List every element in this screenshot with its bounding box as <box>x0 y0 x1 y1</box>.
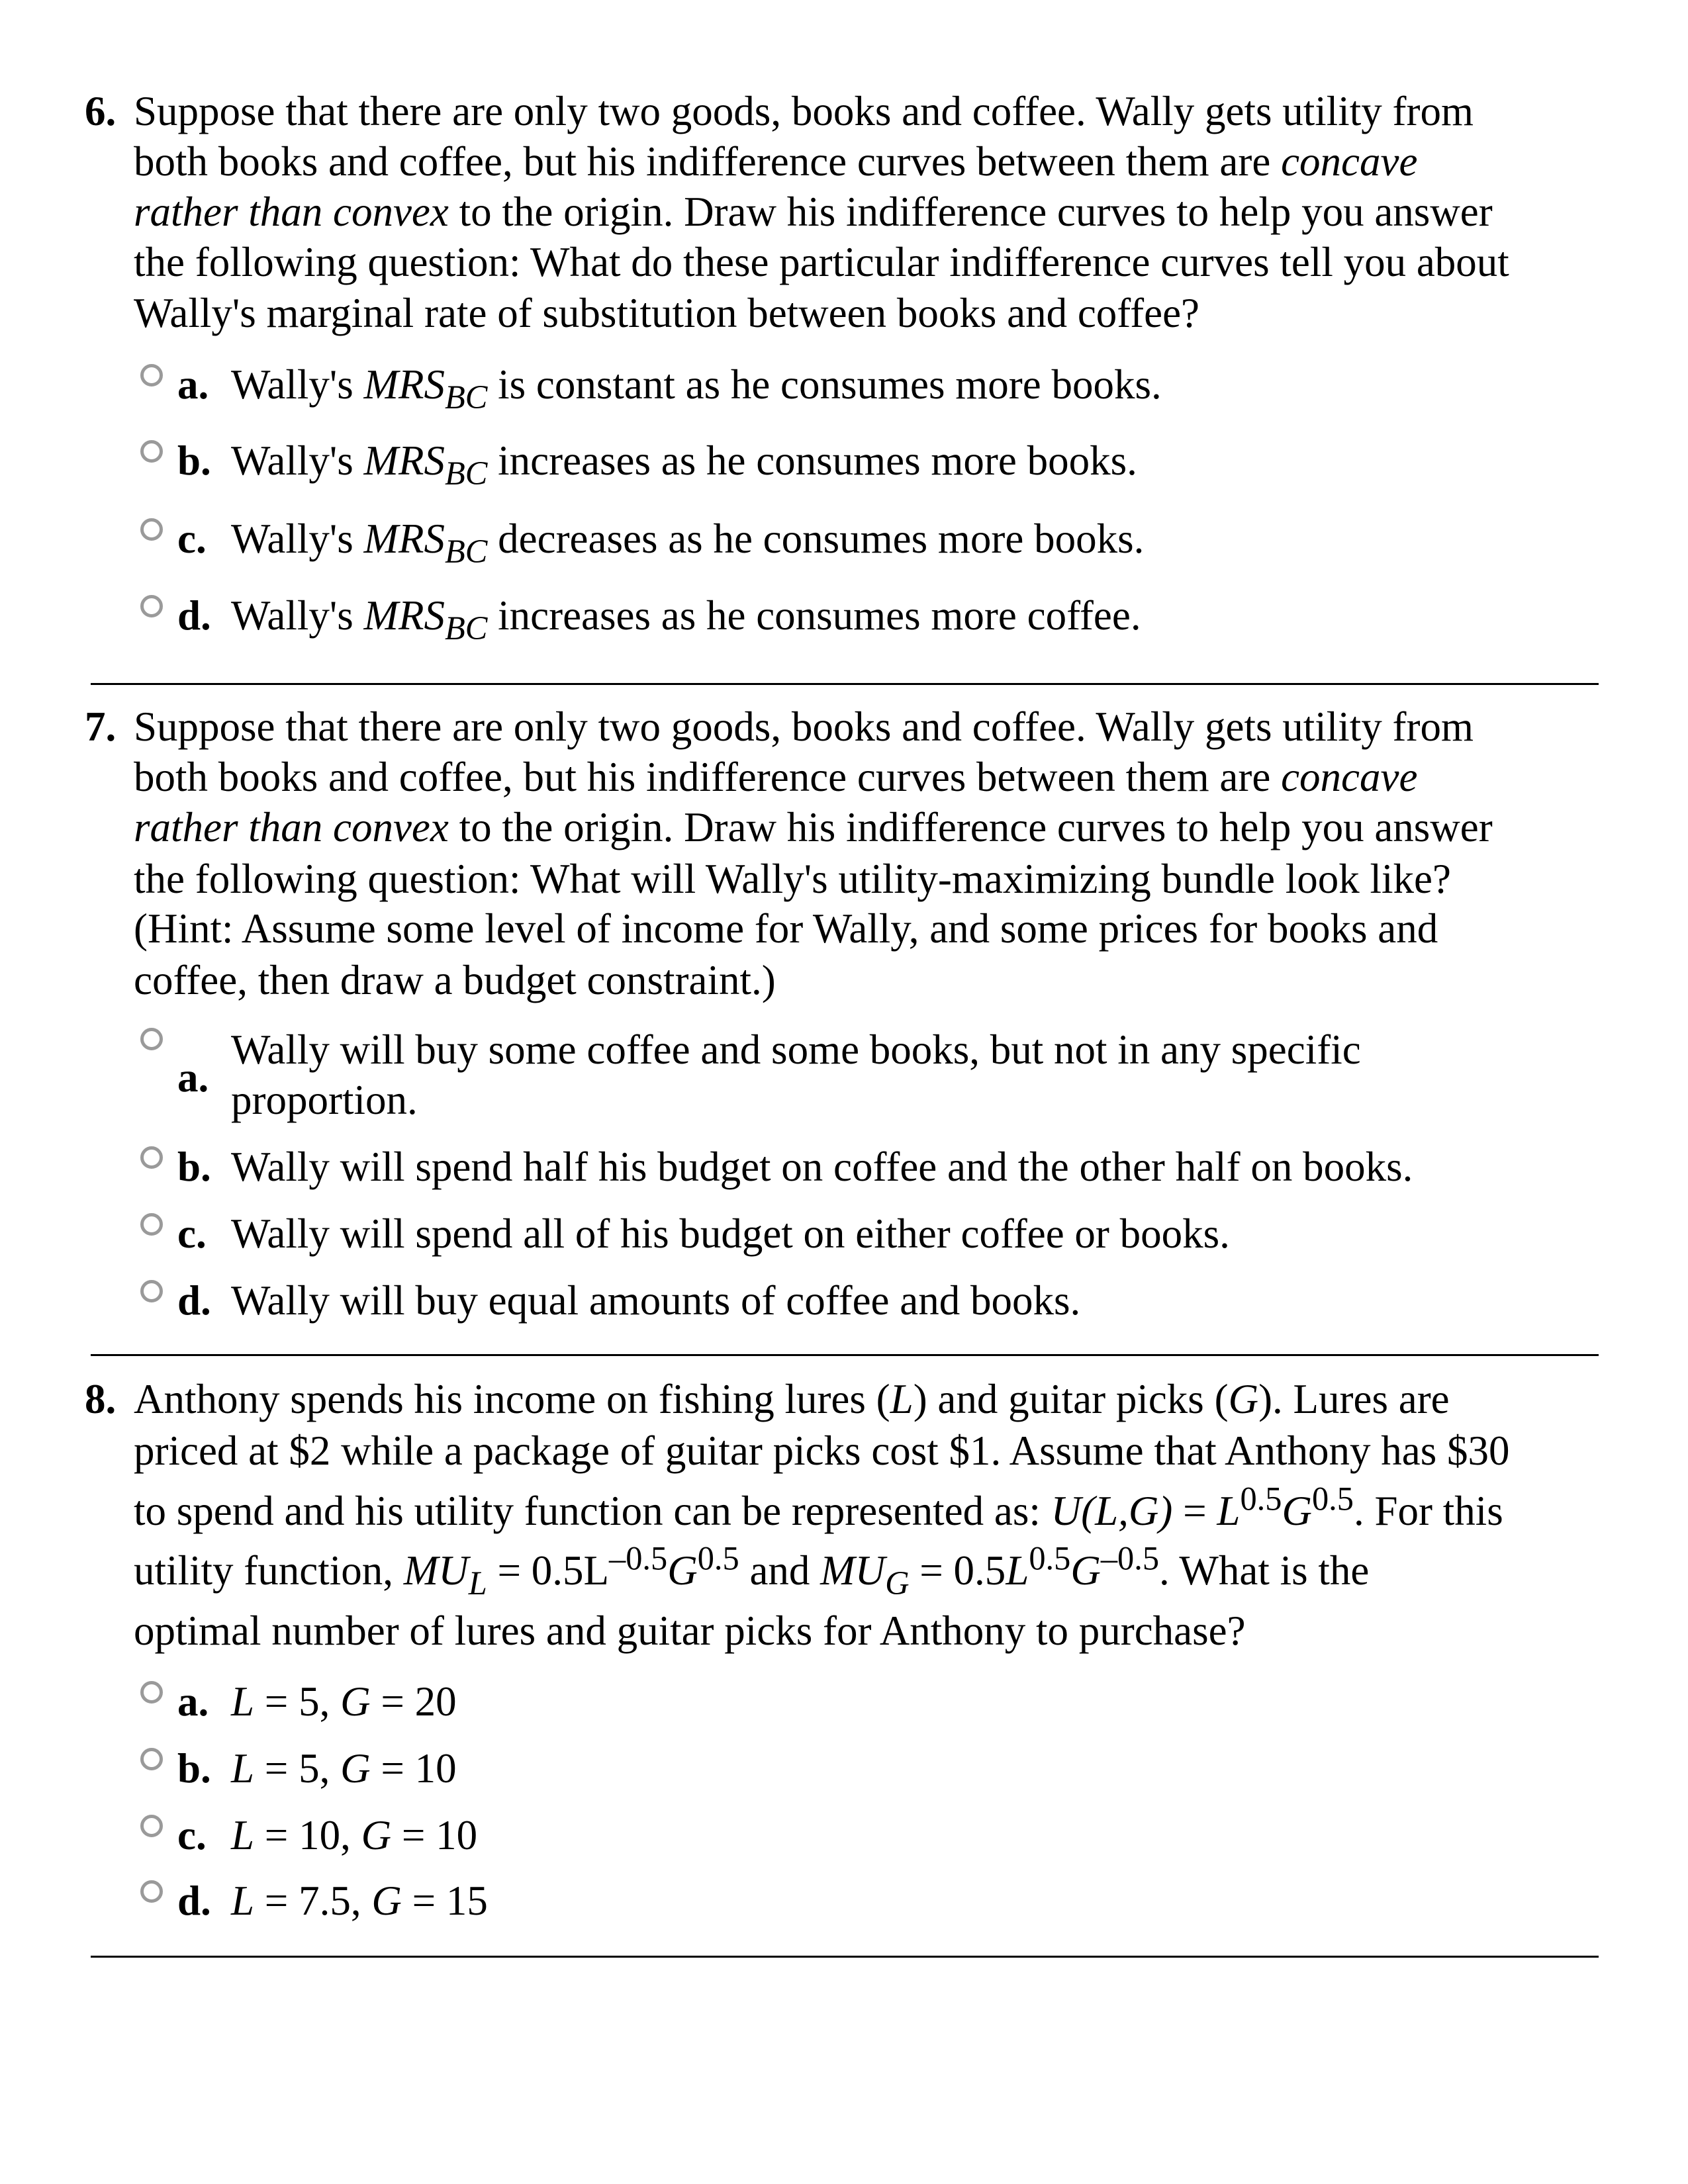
question-text-line <box>134 1539 1370 1602</box>
question-text-line <box>134 1480 1503 1537</box>
option-label: d. <box>177 592 211 639</box>
radio-button[interactable] <box>140 1681 163 1704</box>
text-segment: Wally's <box>231 516 364 562</box>
radio-button[interactable] <box>140 364 163 387</box>
text-segment: L <box>231 1878 255 1924</box>
question-text-line <box>134 702 1474 752</box>
text-segment: = 10, <box>254 1812 361 1858</box>
question-text-line <box>134 854 1451 905</box>
subscript <box>445 455 487 492</box>
option-label: d. <box>177 1878 211 1924</box>
text-segment: MRS <box>363 516 445 562</box>
text-segment: MRS <box>363 361 445 408</box>
text-segment: BC <box>444 610 488 647</box>
text-segment: MRS <box>363 592 445 639</box>
option-text <box>231 1743 457 1794</box>
text: the following question: What do these particular indifference curves tell you about <box>134 239 1509 285</box>
option-text <box>231 590 1141 647</box>
text-segment: 0.5 <box>1311 1480 1354 1518</box>
subscript <box>885 1565 909 1602</box>
text-segment: = 10 <box>391 1812 478 1858</box>
subscript <box>445 610 487 647</box>
text-segment: BC <box>444 379 488 416</box>
radio-button[interactable] <box>140 1280 163 1302</box>
text-segment: . What is the <box>1159 1547 1370 1594</box>
text-segment: Wally's <box>231 361 364 408</box>
option-text <box>231 435 1137 492</box>
question-text-line <box>134 802 1493 853</box>
question-number: 6. <box>85 88 117 134</box>
text-segment: . For this <box>1353 1488 1503 1534</box>
text-segment: MRS <box>363 437 445 484</box>
radio-button[interactable] <box>140 440 163 463</box>
text-segment: –0.5 <box>609 1539 668 1577</box>
radio-button[interactable] <box>140 1815 163 1837</box>
text-segment: L <box>1006 1547 1029 1594</box>
divider <box>91 1354 1599 1356</box>
text-segment: BC <box>444 455 488 492</box>
option-label: d. <box>177 1277 211 1324</box>
text-segment: L <box>231 1745 255 1792</box>
text-segment: Wally's <box>231 592 364 639</box>
text-segment: L <box>468 1565 487 1602</box>
text-segment: = 15 <box>401 1878 488 1924</box>
text-segment: decreases as he consumes more books. <box>487 516 1145 562</box>
option-text: Wally will buy some coffee and some books, but not in any specific <box>231 1026 1361 1073</box>
text-segment: coffee, then draw a budget constraint.) <box>134 957 776 1003</box>
text-segment: to the origin. Draw his indifference curves to help you answer <box>448 804 1493 850</box>
question-text-line <box>134 237 1509 288</box>
text: Wally's marginal rate of substitution between books and coffee? <box>134 290 1200 336</box>
text-segment: G <box>361 1812 392 1858</box>
text-segment: ). Lures are <box>1258 1376 1450 1422</box>
text-segment: Wally's <box>231 437 364 484</box>
option-label: b. <box>177 437 211 484</box>
option-label: c. <box>177 516 207 562</box>
text-segment: ) and guitar picks ( <box>913 1376 1229 1422</box>
radio-button[interactable] <box>140 1748 163 1770</box>
text-segment: = 5, <box>254 1745 341 1792</box>
text: both books and coffee, but his indifference curves between them are <box>134 138 1282 185</box>
option-text: Wally will buy equal amounts of coffee and books. <box>231 1277 1081 1324</box>
text-segment: utility function, <box>134 1547 404 1594</box>
text-segment: 0.5 <box>697 1539 739 1577</box>
text-segment: L <box>890 1376 914 1422</box>
option-label: a. <box>177 361 209 408</box>
radio-button[interactable] <box>140 595 163 617</box>
text-segment: to spend and his utility function can be represented as: <box>134 1488 1051 1534</box>
question-text-line <box>134 1426 1510 1477</box>
text-segment: priced at $2 while a package of guitar picks cost $1. Assume that Anthony has $30 <box>134 1428 1510 1474</box>
radio-button[interactable] <box>140 1028 163 1050</box>
subscript <box>445 379 487 416</box>
question-text-line <box>134 288 1199 339</box>
text-segment: = 0.5 <box>909 1547 1006 1594</box>
text-segment: and <box>739 1547 821 1594</box>
text-segment: rather than convex <box>134 804 449 850</box>
option-label: b. <box>177 1745 211 1792</box>
option-text: Wally will spend half his budget on coffee and the other half on books. <box>231 1144 1413 1190</box>
radio-button[interactable] <box>140 1880 163 1903</box>
text-segment: = 0.5L <box>487 1547 609 1594</box>
text-segment: G <box>1228 1376 1259 1422</box>
option-label: c. <box>177 1812 207 1858</box>
text-segment: G <box>885 1565 910 1602</box>
text-segment: increases as he consumes more coffee. <box>487 592 1141 639</box>
option-label: a. <box>177 1678 209 1725</box>
text-segment: = <box>1172 1488 1217 1534</box>
question-text-line <box>134 86 1474 137</box>
subscript <box>469 1565 487 1602</box>
radio-button[interactable] <box>140 1213 163 1236</box>
question-text-line <box>134 903 1438 954</box>
radio-button[interactable] <box>140 1146 163 1169</box>
text-segment: concave <box>1281 754 1418 800</box>
text-segment: G <box>340 1745 371 1792</box>
text-segment: = 20 <box>370 1678 457 1725</box>
text-segment: = 10 <box>370 1745 457 1792</box>
option-label: a. <box>177 1054 209 1101</box>
text-segment: L <box>231 1812 255 1858</box>
text-segment: optimal number of lures and guitar picks for Anthony to purchase? <box>134 1608 1246 1654</box>
text-segment: G <box>1070 1547 1101 1594</box>
question-text-line <box>134 187 1493 238</box>
text-segment: L <box>231 1678 255 1725</box>
emphasis: rather than convex <box>134 189 449 235</box>
text-segment: (Hint: Assume some level of income for Wally, and some prices for books and <box>134 905 1438 952</box>
text-segment: = 7.5, <box>254 1878 372 1924</box>
question-text-line <box>134 955 776 1006</box>
text-segment: both books and coffee, but his indifference curves between them are <box>134 754 1282 800</box>
option-text <box>231 1676 457 1727</box>
text-segment: the following question: What will Wally's utility-maximizing bundle look like? <box>134 856 1451 902</box>
question-text-line <box>134 136 1417 187</box>
text-segment: 0.5 <box>1029 1539 1071 1577</box>
text-segment: MU <box>403 1547 469 1594</box>
text-segment: –0.5 <box>1100 1539 1160 1577</box>
text-segment: G <box>340 1678 371 1725</box>
text-segment: is constant as he consumes more books. <box>487 361 1162 408</box>
question-text-line <box>134 1374 1450 1425</box>
question-number: 8. <box>85 1376 117 1422</box>
text-segment: increases as he consumes more books. <box>487 437 1137 484</box>
text-segment: Suppose that there are only two goods, books and coffee. Wally gets utility from <box>134 704 1474 750</box>
option-text <box>231 1810 477 1861</box>
question-number: 7. <box>85 704 117 750</box>
text-segment: G <box>1282 1488 1312 1534</box>
text-segment: = 5, <box>254 1678 341 1725</box>
option-label: c. <box>177 1210 207 1257</box>
text: Suppose that there are only two goods, books and coffee. Wally gets utility from <box>134 88 1474 134</box>
option-text <box>231 514 1145 570</box>
emphasis: concave <box>1281 138 1418 185</box>
question-text-line <box>134 1606 1246 1657</box>
radio-button[interactable] <box>140 518 163 541</box>
text-segment: G <box>667 1547 698 1594</box>
divider <box>91 683 1599 685</box>
subscript <box>445 533 487 570</box>
text-segment: U(L,G) <box>1051 1488 1173 1534</box>
option-text: proportion. <box>231 1077 418 1123</box>
option-label: b. <box>177 1144 211 1190</box>
text-segment: BC <box>444 533 488 570</box>
option-text: Wally will spend all of his budget on either coffee or books. <box>231 1210 1230 1257</box>
option-text <box>231 1876 488 1927</box>
text: to the origin. Draw his indifference curves to help you answer <box>448 189 1493 235</box>
option-text <box>231 359 1162 416</box>
text-segment: Anthony spends his income on fishing lures ( <box>134 1376 890 1422</box>
divider <box>91 1956 1599 1958</box>
question-text-line <box>134 752 1417 803</box>
text-segment: L <box>1217 1488 1241 1534</box>
text-segment: G <box>371 1878 402 1924</box>
text-segment: MU <box>820 1547 886 1594</box>
text-segment: 0.5 <box>1240 1480 1282 1518</box>
